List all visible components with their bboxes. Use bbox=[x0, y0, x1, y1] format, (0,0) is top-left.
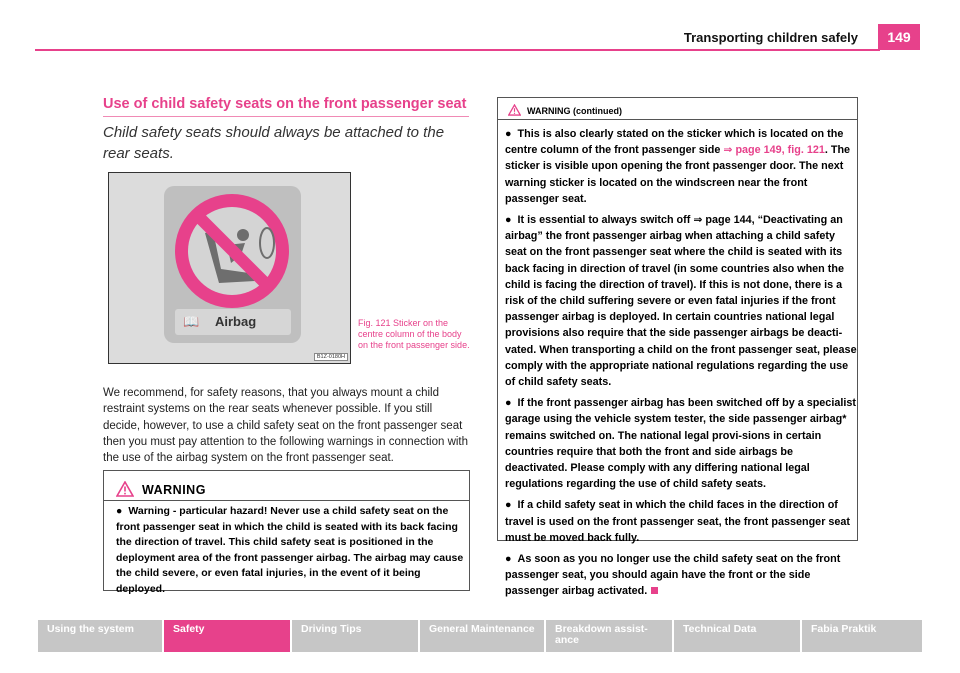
tab-fabia-praktik[interactable]: Fabia Praktik bbox=[802, 620, 922, 652]
figure-caption: Fig. 121 Sticker on the centre column of the body on the front passenger side. bbox=[358, 318, 470, 350]
warning-triangle-icon bbox=[116, 481, 134, 497]
warning-text: Warning - particular hazard! Never use a child safety seat on the front passenger seat in which the child is seated with its back facing the direction of travel. This child safety seat is positioned in the deployment area of the front passenger airbag. The airbag may cause the child severe, or even fatal injuries, in the event of it being deployed. bbox=[116, 505, 464, 595]
warning-list-item: ● As soon as you no longer use the child safety seat on the front passenger seat, you should again have the front or the side passenger airbag activated. bbox=[505, 553, 841, 598]
warning-header bbox=[116, 481, 206, 497]
section-heading: Use of child safety seats on the front passenger seat bbox=[103, 96, 467, 112]
warning-item: ● Warning - particular hazard! Never use a child safety seat on the front passenger seat in which the child is seated with its back facing the direction of travel. This child safety seat is positioned in the deployment area of the front passenger airbag. The airbag may cause the child severe, or even fatal injuries, in the event of it being deployed. bbox=[116, 505, 464, 595]
tab-breakdown-assistance[interactable]: Breakdown assist- ance bbox=[546, 620, 672, 652]
tab-general-maintenance[interactable]: General Maintenance bbox=[420, 620, 544, 652]
section-intro: Child safety seats should always be attached to the rear seats. bbox=[103, 124, 445, 162]
warning-list-item: ● If a child safety seat in which the child faces in the direction of travel is used on the front passenger seat, the front passenger seat must be moved back fully. bbox=[505, 499, 850, 544]
page-header-title: Transporting children safely bbox=[683, 30, 858, 45]
warning-continued-title: WARNING (continued) bbox=[527, 106, 622, 116]
tab-driving-tips[interactable]: Driving Tips bbox=[292, 620, 418, 652]
cross-ref-link[interactable]: page 149, fig. 121 bbox=[735, 144, 825, 157]
no-child-seat-icon bbox=[109, 173, 352, 365]
warning-item-text: It is essential to always switch off ⇒ page 144, “Deactivating an airbag” the front passenger airbag when attaching a child safety seat on the front passenger seat where the child is seated with its back facing in direction of travel (in some countries also when the child is facing the direction of travel). If this is not done, there is a risk of the child suffering severe or even fatal injuries if the front passenger airbag is deployed. In certain countries national legal provisions also require that the side passenger airbags be deacti-vated. When transporting a child on the front passenger seat, please comply with the appropriate national regulations regarding the use of child safety seats. bbox=[505, 214, 857, 389]
manual-book-icon: 📖 bbox=[183, 314, 200, 329]
warning-list-item: ● If the front passenger airbag has been switched off by a specialist garage using the vehicle system tester, the side passenger airbag* remains switched on. The national legal provi-sions in certain countries require that both the front and side airbags be deactivated. Please comply with any differing national legal regulations regarding the use of child safety seats. bbox=[505, 397, 856, 491]
warning-continued-divider bbox=[498, 119, 857, 120]
tab-safety[interactable]: Safety bbox=[164, 620, 290, 652]
cross-ref-arrow: ⇒ bbox=[723, 144, 733, 157]
figure-code: B1Z-0180H bbox=[314, 353, 348, 361]
chapter-nav bbox=[38, 620, 922, 652]
warning-triangle-icon bbox=[508, 104, 521, 116]
warning-divider bbox=[104, 500, 469, 501]
section-end-marker bbox=[651, 587, 658, 594]
tab-using-the-system[interactable]: Using the system bbox=[38, 620, 162, 652]
heading-divider bbox=[103, 116, 469, 117]
warning-continued-header bbox=[508, 104, 622, 116]
tab-technical-data[interactable]: Technical Data bbox=[674, 620, 800, 652]
body-paragraph: We recommend, for safety reasons, that you always mount a child restraint systems on the rear seats whenever possible. If you still decide, however, to use a child safety seat on the front passenger seat then you must pay attention to the following warnings in connection with the use of the airbag system on the front passenger seat. bbox=[103, 387, 469, 465]
warning-continued-box bbox=[497, 97, 858, 598]
warning-box bbox=[103, 470, 470, 595]
warning-list-item: ● It is essential to always switch off ⇒ page 144, “Deactivating an airbag” the front passenger airbag when attaching a child safety seat on the front passenger seat where the child is seated with its back facing in direction of travel (in some countries also when the child is facing the direction of travel). If this is not done, there is a risk of the child suffering severe or even fatal injuries if the front passenger airbag is deployed. In certain countries national legal provisions also require that the side passenger airbags be deacti-vated. When transporting a child on the front passenger seat, please comply with the appropriate national regulations regarding the use of child safety seats. bbox=[505, 214, 857, 389]
page-number: 149 bbox=[878, 24, 920, 50]
warning-list bbox=[505, 126, 857, 605]
figure-airbag-sticker bbox=[108, 172, 351, 364]
sticker-label: Airbag bbox=[215, 314, 257, 329]
warning-item-text: This is also clearly stated on the sticker which is located on the centre column of the front passenger side bbox=[505, 128, 844, 157]
header-divider bbox=[35, 49, 880, 51]
warning-item-text: As soon as you no longer use the child safety seat on the front passenger seat, you should again have the front or the side passenger airbag activated. bbox=[505, 553, 841, 598]
warning-item-text: If the front passenger airbag has been switched off by a specialist garage using the vehicle system tester, the side passenger airbag* remains switched on. The national legal provi-sions in certain countries require that both the front and side airbags be deactivated. Please comply with any differing national legal regulations regarding the use of child safety seats. bbox=[505, 397, 856, 491]
warning-item-text: If a child safety seat in which the child faces in the direction of travel is used on the front passenger seat, the front passenger seat must be moved back fully. bbox=[505, 499, 850, 544]
warning-list-item: ● This is also clearly stated on the sticker which is located on the centre column of the front passenger side ⇒ page 149, fig. 121. The sticker is visible upon opening the front passenger door. The next warning sticker is located on the windscreen near the front passenger seat. bbox=[505, 128, 851, 205]
sticker-label-plate bbox=[175, 309, 291, 335]
warning-title: WARNING bbox=[142, 483, 206, 497]
warning-item-text: . The sticker is visible upon opening the front passenger door. The next warning sticker is located on the windscreen near the front passenger seat. bbox=[505, 144, 851, 205]
